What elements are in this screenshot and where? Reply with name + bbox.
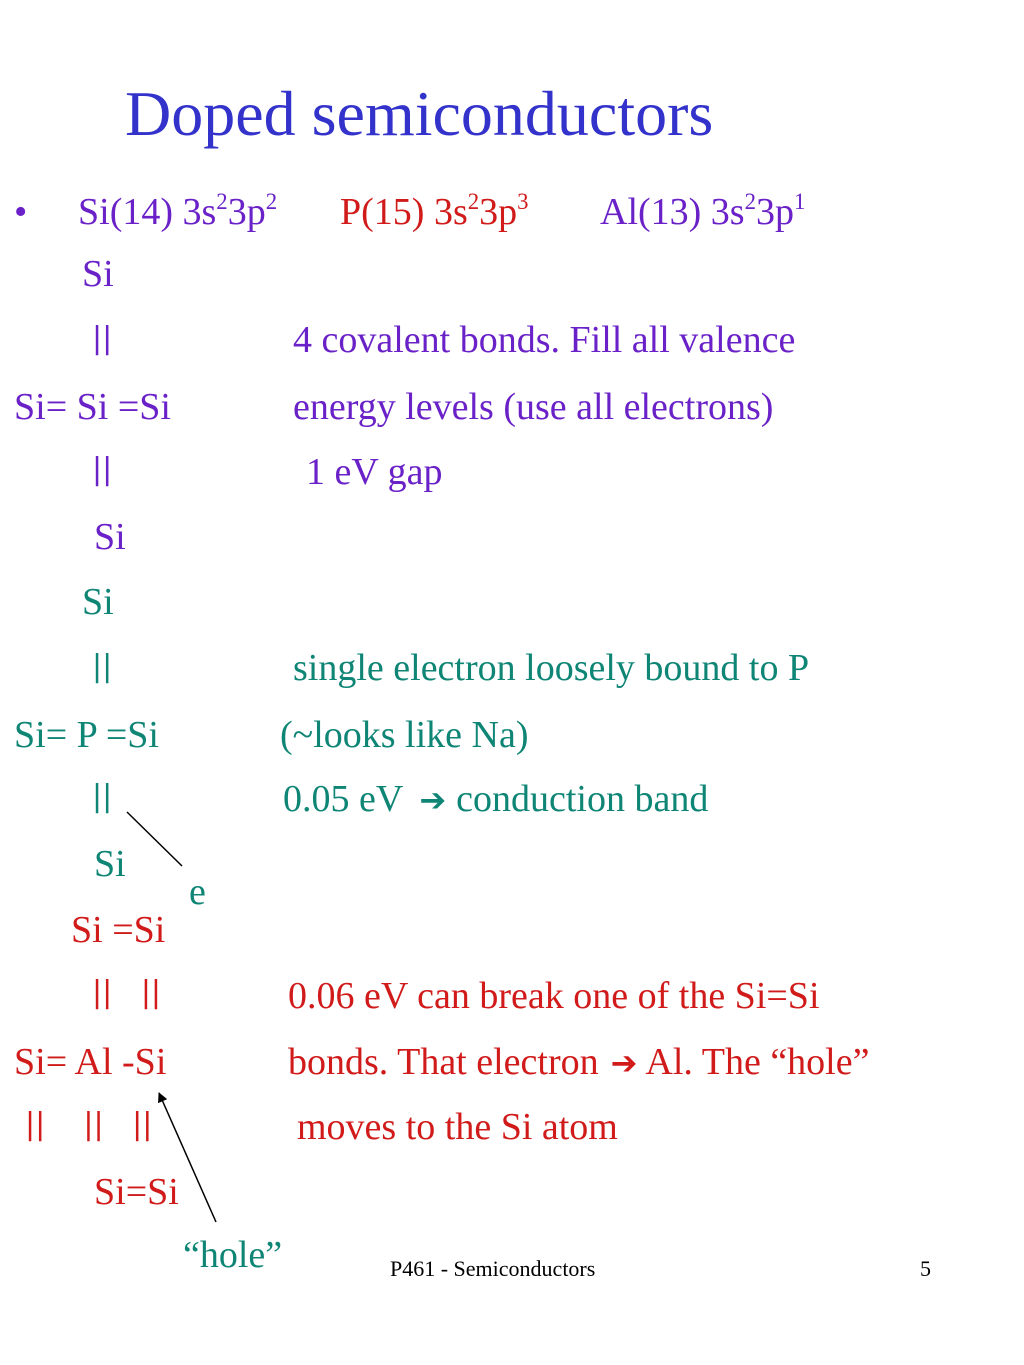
pure-si-top-atom: Si [82,253,114,295]
pure-si-bottom-atom: Si [94,516,126,558]
p-doped-note-2: (~looks like Na) [280,714,529,756]
pure-si-note-2: energy levels (use all electrons) [293,386,774,428]
electron-pointer-line [127,812,182,866]
si-configuration: Si(14) $3s^23p^2$ [78,189,278,233]
right-arrow-icon: ➔ [419,781,447,819]
pure-si-bond-bottom: || [92,452,113,487]
pure-si-middle-row: Si= Si =Si [14,386,171,428]
page-number: 5 [920,1256,931,1281]
p-doped-top-atom: Si [82,581,114,623]
pure-si-note-3: 1 eV gap [306,451,443,493]
pure-si-note-1: 4 covalent bonds. Fill all valence [293,319,796,361]
p-doped-note-3: 0.05 eV ➔ conduction band [283,778,709,820]
al-doped-bond-bottom: || || || [25,1107,153,1142]
al-configuration: Al(13) $3s^23p^1$ [600,189,806,233]
right-arrow-icon: ➔ [610,1044,638,1082]
p-doped-bond-bottom: || [92,779,113,814]
p-configuration: P(15) $3s^23p^3$ [340,189,529,233]
al-doped-bottom-row: Si=Si [94,1171,179,1213]
al-doped-middle-row: Si= Al -Si [14,1041,167,1083]
slide-title: Doped semiconductors [125,78,714,149]
pure-si-bond-top: || [92,321,113,356]
p-doped-bottom-atom: Si [94,843,126,885]
electron-label: e [189,871,206,913]
al-doped-top-row: Si =Si [71,909,166,951]
al-doped-bond-top: || || [92,975,162,1010]
p-doped-middle-row: Si= P =Si [14,714,159,756]
al-doped-note-2: bonds. That electron ➔ Al. The “hole” [288,1041,870,1083]
hole-pointer-arrow [159,1093,216,1222]
footer-course: P461 - Semiconductors [390,1256,596,1281]
p-doped-bond-top: || [92,649,113,684]
hole-label: “hole” [183,1234,283,1276]
bullet-marker: • [14,191,28,233]
p-doped-note-1: single electron loosely bound to P [293,647,810,689]
al-doped-note-1: 0.06 eV can break one of the Si=Si [288,975,820,1017]
al-doped-note-3: moves to the Si atom [297,1106,618,1148]
